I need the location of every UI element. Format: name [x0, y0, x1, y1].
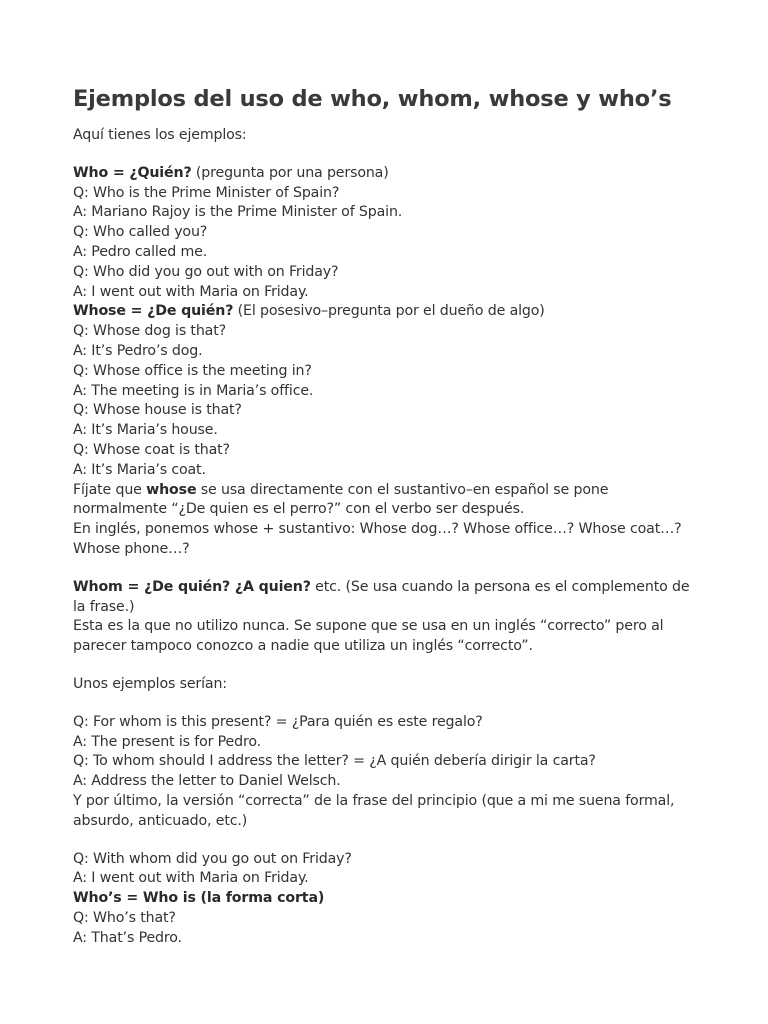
whom-comment: Esta es la que no utilizo nunca. Se supone que se usa en un inglés “correcto” pero al parecer tampoco conozco a nadie que utiliza un inglés “correcto”. [73, 618, 664, 655]
who-heading [73, 164, 696, 184]
who-line: Q: Who did you go out with on Friday? [73, 263, 339, 280]
who-section [73, 164, 696, 303]
whos-line: Q: Who’s that? [73, 909, 176, 926]
whom-heading [73, 578, 696, 618]
whose-heading [73, 302, 696, 322]
page-title: Ejemplos del uso de who, whom, whose y who’s [73, 86, 672, 112]
whose-note-post: se usa directamente con el sustantivo–en español se pone normalmente “¿De quien es el perro?” con el verbo ser después. [73, 481, 609, 518]
whose-line: A: It’s Maria’s coat. [73, 461, 206, 478]
who-line: A: Pedro called me. [73, 243, 208, 260]
who-line: Q: Who is the Prime Minister of Spain? [73, 184, 340, 201]
whom-heading-bold: Whom = ¿De quién? ¿A quien? [73, 578, 311, 595]
whom-final-line: A: I went out with Maria on Friday. [73, 870, 309, 887]
who-line: A: Mariano Rajoy is the Prime Minister of Spain. [73, 204, 403, 221]
whom-heading-description: etc. (Se usa cuando la persona es el complemento de la frase.) [73, 578, 690, 615]
whose-line: A: The meeting is in Maria’s office. [73, 382, 314, 399]
whom-line: Q: To whom should I address the letter? = ¿A quién debería dirigir la carta? [73, 753, 596, 770]
whom-final-note: Y por último, la versión “correcta” de la frase del principio (que a mi me suena formal, absurdo, anticuado, etc.) [73, 792, 675, 829]
whom-final-examples [73, 850, 696, 890]
whom-line: A: Address the letter to Daniel Welsch. [73, 773, 341, 790]
whose-line: Q: Whose office is the meeting in? [73, 362, 312, 379]
who-heading-bold: Who = ¿Quién? [73, 164, 192, 181]
whose-line: A: It’s Maria’s house. [73, 422, 218, 439]
who-line: A: I went out with Maria on Friday. [73, 283, 309, 300]
whose-line: Q: Whose coat is that? [73, 441, 230, 458]
whom-examples-intro-block [73, 675, 696, 695]
whose-heading-description: (El posesivo–pregunta por el dueño de algo) [233, 303, 545, 320]
whos-heading-bold: Who’s = Who is (la forma corta) [73, 890, 325, 907]
whom-examples-intro: Unos ejemplos serían: [73, 675, 227, 692]
intro-text: Aquí tienes los ejemplos: [73, 127, 247, 143]
whom-line: A: The present is for Pedro. [73, 733, 261, 750]
whose-section [73, 302, 696, 559]
whos-line: A: That’s Pedro. [73, 929, 182, 946]
who-heading-description: (pregunta por una persona) [191, 164, 389, 181]
whom-section [73, 578, 696, 657]
whos-section [73, 889, 696, 948]
whose-note-pre: Fíjate que [73, 481, 147, 498]
whose-note [73, 481, 696, 521]
whose-heading-bold: Whose = ¿De quién? [73, 303, 234, 320]
whose-line: Q: Whose house is that? [73, 402, 242, 419]
whom-final-line: Q: With whom did you go out on Friday? [73, 850, 352, 867]
whose-note-2: En inglés, ponemos whose + sustantivo: Whose dog…? Whose office…? Whose coat…? Whose phone…? [73, 521, 682, 557]
who-line: Q: Who called you? [73, 224, 208, 241]
whose-line: Q: Whose dog is that? [73, 323, 227, 340]
whos-heading [73, 889, 696, 909]
whose-line: A: It’s Pedro’s dog. [73, 342, 203, 359]
whose-note-bold: whose [146, 481, 197, 498]
whom-line: Q: For whom is this present? = ¿Para quién es este regalo? [73, 713, 483, 730]
whom-examples [73, 713, 696, 832]
